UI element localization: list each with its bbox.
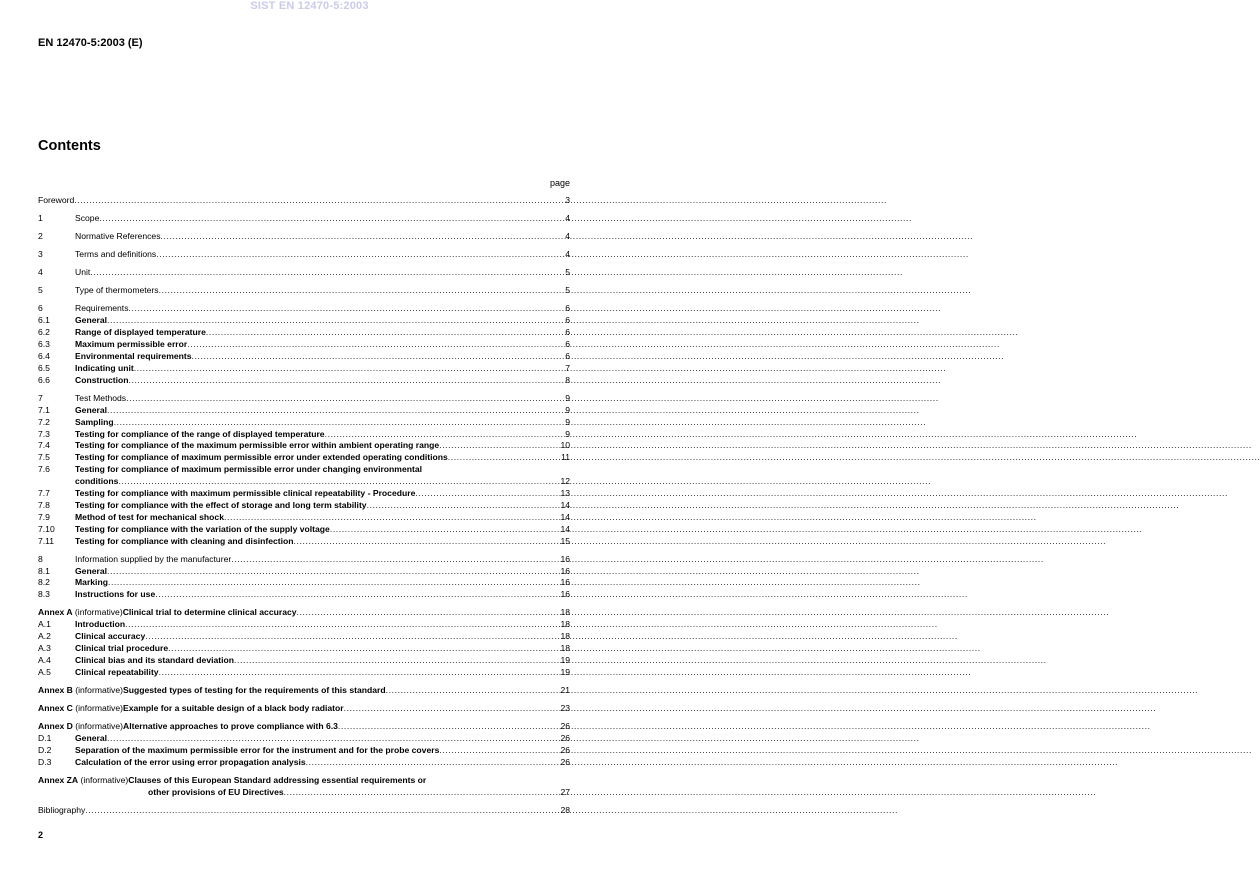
toc-entry-title: General <box>75 315 108 326</box>
toc-annex-prefix <box>38 607 123 619</box>
toc-entry[interactable] <box>38 213 570 225</box>
toc-dot-leader <box>448 452 561 464</box>
toc-entry-title: Testing for compliance of maximum permissible error under extended operating conditions <box>75 452 448 463</box>
toc-page-number: 27 <box>560 786 570 797</box>
toc-entry-number: A.1 <box>38 619 51 630</box>
toc-entry-number: 8.1 <box>38 565 50 576</box>
toc-dot-leader <box>90 267 565 279</box>
toc-entry[interactable] <box>38 536 570 548</box>
toc-entry-title: Testing for compliance with the variation of the supply voltage <box>75 523 330 534</box>
toc-entry[interactable] <box>38 554 570 566</box>
toc-dot-leader <box>294 536 561 548</box>
toc-entry-number: 8 <box>38 553 43 564</box>
toc-entry-title: Example for a suitable design of a black body radiator <box>123 703 344 713</box>
toc-page-number: 9 <box>565 416 570 427</box>
toc-dot-leader <box>330 524 561 536</box>
toc-annex-note: (informative) <box>72 607 123 618</box>
toc-page-number: 9 <box>565 404 570 415</box>
toc-dot-leader <box>107 315 565 327</box>
toc-entry-number: 1 <box>38 213 43 224</box>
toc-page-number: 16 <box>560 553 570 564</box>
toc-page-number: 6 <box>565 351 570 362</box>
toc-page-number: 5 <box>565 267 570 278</box>
toc-dot-leader <box>206 327 565 339</box>
toc-page-number: 18 <box>560 619 570 630</box>
toc-entry[interactable] <box>38 285 570 297</box>
toc-entry-number: D.1 <box>38 732 52 743</box>
toc-entry-number: 6.5 <box>38 362 50 373</box>
toc-entry-number: 6.2 <box>38 327 50 338</box>
toc-entry-number: 7.11 <box>38 535 55 546</box>
toc-page-number: 9 <box>565 392 570 403</box>
toc-entry[interactable] <box>38 655 570 667</box>
toc-page-number: 8 <box>565 374 570 385</box>
toc-page-number: 23 <box>560 703 570 713</box>
toc-entry[interactable] <box>38 631 570 643</box>
toc-entry[interactable] <box>38 775 570 787</box>
toc-dot-leader <box>108 577 560 589</box>
toc-page-number: 5 <box>565 285 570 296</box>
toc-entry[interactable] <box>38 363 570 375</box>
toc-entry[interactable] <box>38 643 570 655</box>
toc-entry[interactable] <box>38 619 570 631</box>
toc-entry-number: 7.8 <box>38 499 50 510</box>
toc-dot-leader <box>187 339 565 351</box>
toc-entry-title: General <box>75 732 108 743</box>
toc-dot-leader <box>107 566 560 578</box>
toc-entry-title: Clinical bias and its standard deviation <box>75 654 235 665</box>
toc-entry-title: Information supplied by the manufacturer <box>75 553 232 564</box>
toc-entry-number: A.2 <box>38 631 51 642</box>
toc-entry-title: Requirements <box>75 303 129 314</box>
toc-dot-leader <box>439 745 560 757</box>
toc-entry-number: 6.1 <box>38 315 50 326</box>
toc-entry-title: Maximum permissible error <box>75 339 188 350</box>
toc-entry[interactable] <box>38 745 570 757</box>
toc-dot-leader <box>85 805 560 817</box>
toc-entry[interactable] <box>38 351 570 363</box>
toc-entry-title: General <box>75 565 108 576</box>
toc-entry-number: 7 <box>38 392 43 403</box>
toc-dot-leader <box>134 363 566 375</box>
toc-entry-number: 6.6 <box>38 374 50 385</box>
toc-page-number: 4 <box>565 231 570 242</box>
toc-page-number: 14 <box>560 523 570 534</box>
toc-entry[interactable] <box>38 405 570 417</box>
toc-dot-leader <box>386 685 561 697</box>
toc-dot-leader <box>297 607 561 619</box>
toc-page-number: 12 <box>560 476 570 487</box>
toc-annex-note: (informative) <box>72 721 123 732</box>
toc-dot-leader <box>344 703 561 715</box>
toc-page-number: 6 <box>565 303 570 314</box>
toc-entry-number: A.5 <box>38 666 51 677</box>
toc-entry-title: Testing for compliance of the range of displayed temperature <box>75 428 325 439</box>
toc-entry[interactable] <box>38 375 570 387</box>
toc-entry-number: 8.3 <box>38 589 50 600</box>
toc-entry-number: D.3 <box>38 756 52 767</box>
toc-page-number: 14 <box>560 499 570 510</box>
toc-entry-title: Method of test for mechanical shock <box>75 511 224 522</box>
toc-dot-leader <box>155 589 560 601</box>
toc-entry-number: 7.1 <box>38 404 50 415</box>
toc-dot-leader <box>338 721 561 733</box>
toc-entry-number: 7.10 <box>38 523 55 534</box>
toc-entry-title: Bibliography <box>38 804 86 815</box>
toc-page-number: 19 <box>560 654 570 665</box>
toc-entry-number: 7.4 <box>38 440 50 451</box>
toc-dot-leader <box>192 351 566 363</box>
toc-entry-number: 6 <box>38 303 43 314</box>
toc-dot-leader <box>231 554 560 566</box>
toc-page-number: 10 <box>560 440 570 451</box>
toc-entry-number: 8.2 <box>38 577 50 588</box>
toc-page-number: 26 <box>560 744 570 755</box>
toc-entry[interactable] <box>38 500 570 512</box>
toc-entry-title: Testing for compliance with cleaning and disinfection <box>75 535 294 546</box>
page-column-label: page <box>549 178 570 188</box>
toc-entry[interactable] <box>38 339 570 351</box>
toc-dot-leader <box>161 231 566 243</box>
toc-page-number: 19 <box>560 666 570 677</box>
toc-entry-title: Normative References <box>75 231 161 242</box>
toc-dot-leader <box>145 631 560 643</box>
toc-page-number: 6 <box>565 339 570 350</box>
toc-dot-leader <box>107 405 565 417</box>
toc-dot-leader <box>234 655 560 667</box>
toc-entry-number: 3 <box>38 249 43 260</box>
toc-page-number: 16 <box>560 577 570 588</box>
toc-dot-leader <box>367 500 561 512</box>
toc-entry[interactable] <box>38 429 570 441</box>
toc-entry-title: Type of thermometers <box>75 285 159 296</box>
toc-page-number: 18 <box>560 607 570 618</box>
toc-entry-number: 5 <box>38 285 43 296</box>
toc-entry[interactable] <box>38 805 570 817</box>
toc-entry[interactable] <box>38 440 570 452</box>
toc-entry-number: 4 <box>38 267 43 278</box>
table-of-contents <box>38 195 570 817</box>
toc-entry-title: conditions <box>75 476 119 487</box>
toc-entry-title: Introduction <box>75 619 126 630</box>
toc-page-number: 15 <box>560 535 570 546</box>
toc-page-number: 21 <box>560 684 570 695</box>
toc-entry-title: Clinical accuracy <box>75 631 146 642</box>
toc-page-number: 13 <box>560 488 570 498</box>
toc-entry-title: Clinical trial procedure <box>75 643 169 654</box>
toc-page-number: 18 <box>560 643 570 654</box>
toc-entry-title: Unit <box>75 267 91 278</box>
toc-entry-title: Foreword <box>38 194 75 205</box>
toc-page-number: 16 <box>560 589 570 600</box>
toc-entry[interactable] <box>38 488 570 500</box>
toc-dot-leader <box>224 512 560 524</box>
contents-heading: Contents <box>38 138 101 154</box>
toc-entry[interactable] <box>38 607 570 619</box>
toc-entry-number: D.2 <box>38 744 52 755</box>
toc-entry[interactable] <box>38 303 570 315</box>
toc-annex-label: Annex A <box>38 607 73 618</box>
toc-annex-label: Annex ZA <box>38 774 79 785</box>
toc-entry-title: Construction <box>75 374 129 385</box>
toc-dot-leader <box>126 393 565 405</box>
toc-entry-title: Marking <box>75 577 108 588</box>
toc-entry-title: Clinical trial to determine clinical accuracy <box>122 607 297 618</box>
toc-dot-leader <box>129 303 566 315</box>
toc-entry-number: 6.3 <box>38 339 50 350</box>
toc-entry-number: 7.2 <box>38 416 50 427</box>
toc-dot-leader <box>107 733 560 745</box>
toc-entry[interactable] <box>38 566 570 578</box>
toc-entry-title: Instructions for use <box>75 589 156 600</box>
toc-entry-title: Testing for compliance of maximum permissible error under changing environmental <box>75 464 423 475</box>
toc-entry[interactable] <box>38 685 570 697</box>
toc-annex-note: (informative) <box>78 774 129 785</box>
toc-entry-number: 7.9 <box>38 511 50 522</box>
toc-entry-title: other provisions of EU Directives <box>148 786 284 797</box>
toc-entry[interactable] <box>38 417 570 429</box>
toc-annex-label: Annex B <box>38 684 73 695</box>
toc-entry-title: Scope <box>75 213 100 224</box>
toc-entry-title: Testing for compliance of the maximum permissible error within ambient operating range <box>75 440 440 451</box>
toc-page-number: 6 <box>565 315 570 326</box>
toc-entry[interactable] <box>38 267 570 279</box>
toc-dot-leader <box>114 417 566 429</box>
toc-annex-label: Annex D <box>38 721 73 732</box>
toc-entry-number: 7.3 <box>38 428 50 439</box>
toc-entry-title: Indicating unit <box>75 362 134 373</box>
toc-page-number: 26 <box>560 732 570 743</box>
toc-dot-leader <box>439 440 560 452</box>
toc-entry[interactable] <box>38 315 570 327</box>
toc-entry[interactable] <box>38 667 570 679</box>
toc-entry-number: 2 <box>38 231 43 242</box>
toc-entry-title: Environmental requirements <box>75 351 192 362</box>
toc-dot-leader <box>306 757 561 769</box>
toc-page-number: 18 <box>560 631 570 642</box>
toc-dot-leader <box>99 213 565 225</box>
toc-entry[interactable] <box>38 524 570 536</box>
toc-entry[interactable] <box>38 721 570 733</box>
page-number: 2 <box>38 830 44 840</box>
toc-dot-leader <box>159 285 566 297</box>
toc-entry[interactable] <box>38 787 570 799</box>
watermark-text: SIST EN 12470-5:2003 <box>250 0 369 12</box>
toc-annex-prefix <box>38 685 123 697</box>
toc-entry-title: Clauses of this European Standard addressing essential requirements or <box>128 774 427 785</box>
toc-dot-leader <box>159 667 561 679</box>
toc-page-number: 26 <box>560 721 570 732</box>
toc-annex-note: (informative) <box>72 703 123 713</box>
toc-entry[interactable] <box>38 327 570 339</box>
toc-entry-title: Terms and definitions <box>75 249 157 260</box>
toc-entry-number: 6.4 <box>38 351 50 362</box>
toc-entry[interactable] <box>38 249 570 261</box>
toc-entry-number: 7.6 <box>38 464 50 475</box>
toc-page-number: 28 <box>560 804 570 815</box>
toc-dot-leader <box>118 476 560 488</box>
toc-page-number: 4 <box>565 213 570 224</box>
toc-entry[interactable] <box>38 476 570 488</box>
toc-entry[interactable] <box>38 195 570 207</box>
toc-annex-prefix <box>38 721 123 733</box>
toc-entry-title: Alternative approaches to prove compliance with 6.3 <box>123 721 338 732</box>
toc-entry[interactable] <box>38 703 570 715</box>
toc-dot-leader <box>325 429 566 441</box>
toc-entry-title: General <box>75 404 108 415</box>
toc-page-number: 4 <box>565 249 570 260</box>
toc-page-number: 14 <box>560 511 570 522</box>
toc-page-number: 9 <box>565 428 570 439</box>
toc-entry-number: 7.7 <box>38 488 50 498</box>
toc-page-number: 16 <box>560 565 570 576</box>
toc-entry-number: A.3 <box>38 643 51 654</box>
toc-entry-title: Test Methods <box>75 392 127 403</box>
document-id: EN 12470-5:2003 (E) <box>38 37 143 49</box>
toc-dot-leader <box>415 488 560 500</box>
toc-entry[interactable] <box>38 512 570 524</box>
toc-entry[interactable] <box>38 757 570 769</box>
toc-entry-title: Range of displayed temperature <box>75 327 206 338</box>
toc-entry[interactable] <box>38 231 570 243</box>
toc-entry-title: Sampling <box>75 416 114 427</box>
toc-annex-note: (informative) <box>72 684 123 695</box>
toc-annex-label: Annex C <box>38 703 73 713</box>
toc-entry-title: Suggested types of testing for the requirements of this standard <box>123 684 386 695</box>
toc-entry[interactable] <box>38 464 570 476</box>
toc-page-number: 7 <box>565 362 570 373</box>
toc-entry-title: Separation of the maximum permissible error for the instrument and for the probe covers <box>75 744 440 755</box>
toc-entry-title: Calculation of the error using error propagation analysis <box>75 756 306 767</box>
toc-page-number: 11 <box>561 452 570 463</box>
toc-dot-leader <box>156 249 565 261</box>
toc-dot-leader <box>168 643 560 655</box>
toc-entry-number: A.4 <box>38 654 51 665</box>
toc-entry[interactable] <box>38 733 570 745</box>
toc-dot-leader <box>74 195 565 207</box>
toc-page-number: 3 <box>565 194 570 205</box>
toc-annex-prefix <box>38 703 123 715</box>
toc-page-number: 6 <box>565 327 570 338</box>
toc-entry[interactable] <box>38 589 570 601</box>
toc-annex-prefix <box>38 775 128 787</box>
toc-entry-title: Clinical repeatability <box>75 666 159 677</box>
toc-entry[interactable] <box>38 393 570 405</box>
toc-entry-number: 7.5 <box>38 452 50 463</box>
toc-page-number: 26 <box>560 756 570 767</box>
toc-entry-title: Testing for compliance with the effect of storage and long term stability <box>75 499 367 510</box>
toc-entry[interactable] <box>38 452 570 464</box>
toc-dot-leader <box>284 787 561 799</box>
toc-entry[interactable] <box>38 577 570 589</box>
toc-entry-title: Testing for compliance with maximum permissible clinical repeatability - Procedure <box>75 488 416 498</box>
toc-dot-leader <box>125 619 560 631</box>
toc-dot-leader <box>128 375 565 387</box>
